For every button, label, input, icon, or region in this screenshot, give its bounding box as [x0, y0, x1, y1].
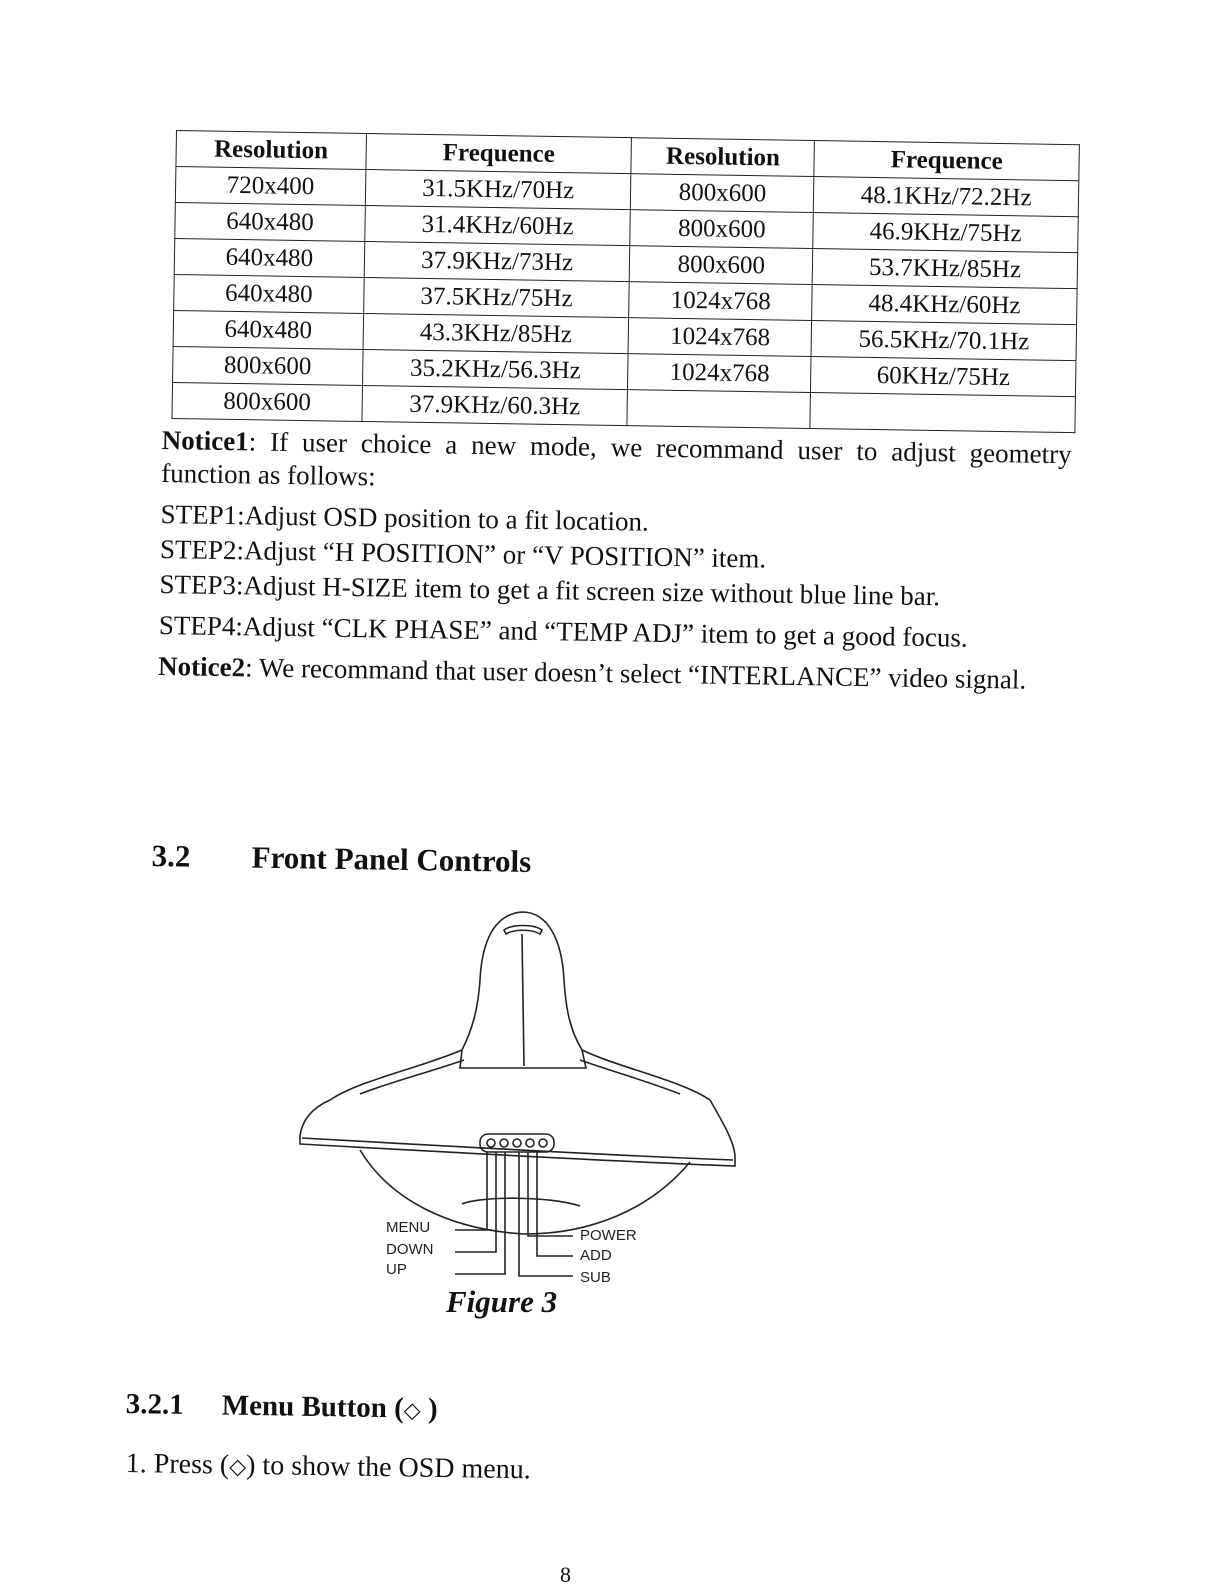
table-cell: 800x600	[173, 346, 363, 385]
diamond-icon: ◇	[228, 1454, 247, 1480]
table-cell: 640x480	[175, 202, 365, 241]
add-label: ADD	[580, 1247, 612, 1264]
notice2-text: : We recommand that user doesn’t select “INTERLANCE” video signal.	[244, 652, 1027, 695]
table-cell: 46.9KHz/75Hz	[813, 213, 1078, 253]
subsection-heading	[125, 1388, 437, 1426]
front-panel-figure	[290, 900, 760, 1300]
table-cell: 640x480	[174, 238, 364, 277]
monitor-line-drawing	[290, 900, 760, 1300]
header-resolution-1: Resolution	[176, 131, 366, 170]
header-frequence-2: Frequence	[814, 141, 1079, 181]
table-cell: 800x600	[630, 246, 813, 285]
table-cell: 1024x768	[628, 354, 811, 393]
table-cell: 43.3KHz/85Hz	[363, 313, 629, 353]
subsection-number: 3.2.1	[125, 1388, 184, 1421]
section-title: Front Panel Controls	[251, 839, 532, 879]
table-cell: 640x480	[173, 310, 363, 349]
header-frequence-1: Frequence	[366, 133, 632, 173]
step2-text: STEP2:Adjust “H POSITION” or “V POSITION” item.	[159, 533, 767, 574]
up-label: UP	[386, 1261, 407, 1278]
table-cell: 56.5KHz/70.1Hz	[811, 321, 1076, 361]
step-suffix: ) to show the OSD menu.	[245, 1449, 531, 1486]
table-cell: 800x600	[172, 382, 362, 421]
step3-text: STEP3:Adjust H-SIZE item to get a fit screen size without blue line bar.	[159, 568, 941, 612]
table-cell: 800x600	[630, 210, 813, 249]
notice2-paragraph	[158, 650, 1068, 697]
notice-text-block	[158, 424, 1072, 705]
table-cell: 37.9KHz/60.3Hz	[362, 385, 628, 425]
table-cell: 48.4KHz/60Hz	[812, 285, 1077, 325]
table-cell: 1024x768	[629, 318, 812, 357]
table-cell	[810, 393, 1075, 433]
table-cell: 60KHz/75Hz	[811, 357, 1076, 397]
figure-caption: Figure 3	[446, 1284, 558, 1319]
section-number: 3.2	[151, 838, 191, 874]
table-cell: 640x480	[174, 274, 364, 313]
subsection-title-end: )	[420, 1392, 438, 1425]
notice1-text: : If user choice a new mode, we recommand user to adjust geometry function as follows:	[160, 426, 1072, 492]
table-cell: 48.1KHz/72.2Hz	[814, 177, 1079, 217]
subsection-title-start: Menu Button (	[221, 1389, 405, 1425]
table-cell: 53.7KHz/85Hz	[812, 249, 1077, 289]
table-cell	[627, 390, 810, 429]
notice1-label: Notice1	[161, 424, 249, 457]
step1-text: STEP1:Adjust OSD position to a fit location.	[160, 498, 650, 537]
table-cell: 720x400	[175, 167, 365, 206]
table-cell: 31.4KHz/60Hz	[365, 205, 631, 245]
page-number: 8	[560, 1562, 571, 1587]
table-cell: 800x600	[631, 174, 814, 213]
step-prefix: 1. Press (	[125, 1448, 230, 1481]
header-resolution-2: Resolution	[631, 138, 814, 177]
section-heading	[151, 838, 531, 880]
notice2-label: Notice2	[157, 650, 246, 683]
menu-label: MENU	[386, 1219, 431, 1236]
power-label: POWER	[580, 1227, 637, 1244]
down-label: DOWN	[386, 1241, 434, 1258]
table-cell: 1024x768	[629, 282, 812, 321]
diamond-icon: ◇	[403, 1398, 421, 1424]
sub-label: SUB	[580, 1269, 611, 1286]
table-cell: 31.5KHz/70Hz	[365, 169, 631, 209]
table-cell: 35.2KHz/56.3Hz	[362, 349, 628, 389]
menu-step-1	[125, 1448, 530, 1486]
table-cell: 37.9KHz/73Hz	[364, 241, 630, 281]
resolution-frequency-table	[171, 130, 1079, 433]
table-cell: 37.5KHz/75Hz	[363, 277, 629, 317]
notice1-paragraph	[161, 424, 1072, 504]
step4-text: STEP4:Adjust “CLK PHASE” and “TEMP ADJ” item to get a good focus.	[158, 609, 968, 653]
